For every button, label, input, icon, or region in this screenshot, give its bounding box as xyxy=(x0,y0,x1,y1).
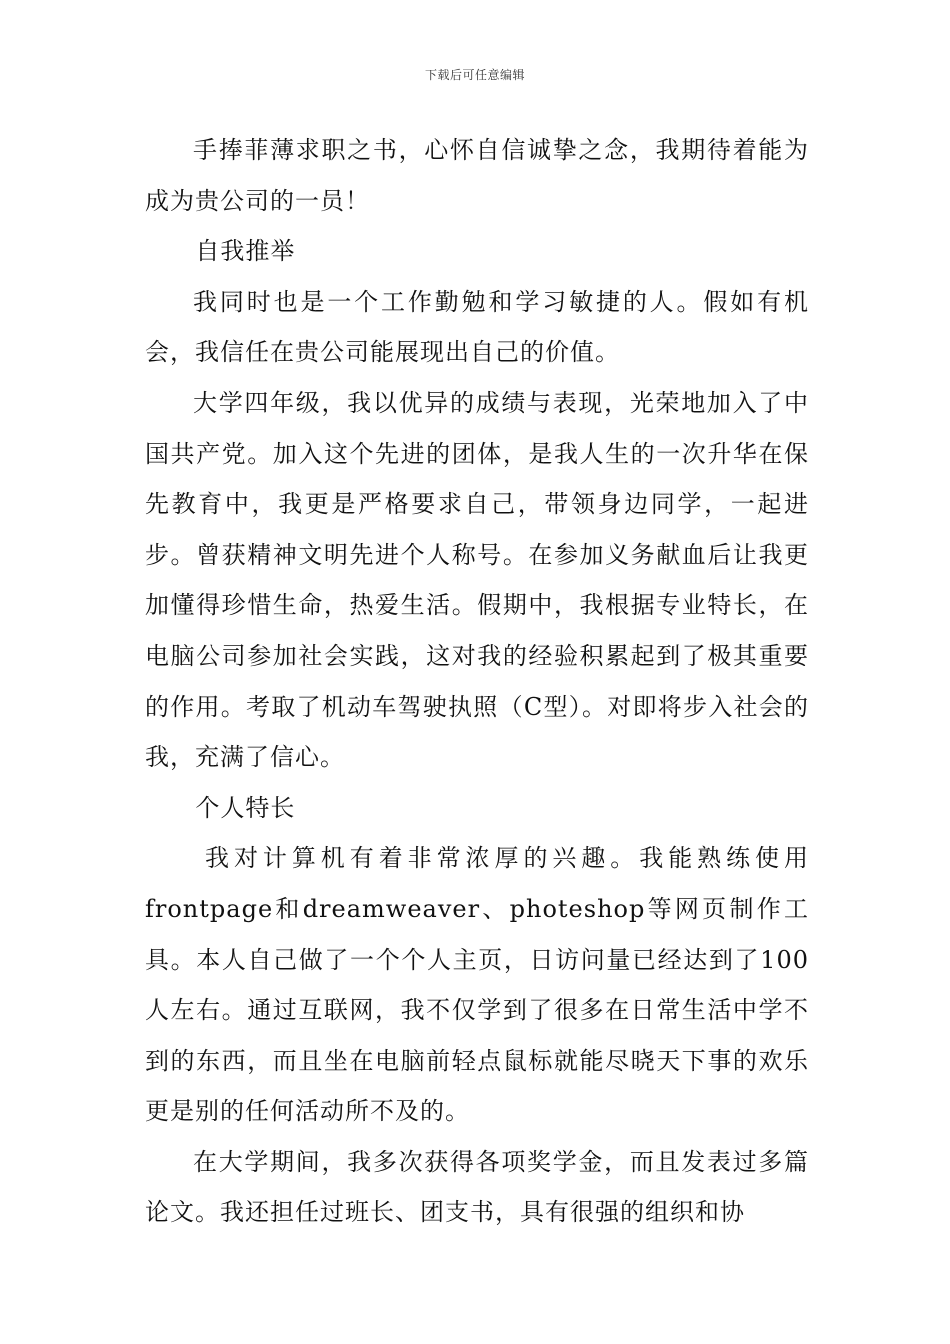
section-heading-personal-skills: 个人特长 xyxy=(195,793,296,822)
intro-paragraph: 手捧菲薄求职之书，心怀自信诚挚之念，我期待着能为成为贵公司的一员！ xyxy=(145,136,809,215)
section-heading-self-recommendation: 自我推举 xyxy=(195,237,296,266)
computer-skills-paragraph: 我对计算机有着非常浓厚的兴趣。我能熟练使用frontpage和dreamweaver、photeshop等网页制作工具。本人自己做了一个个人主页，日访问量已经达到了100人左右。通过互联网，我不仅学到了很多在日常生活中学不到的东西，而且坐在电脑前轻点鼠标就能尽晓天下事的欢乐更是别的任何活动所不及的。 xyxy=(145,844,809,1126)
self-recommendation-paragraph: 我同时也是一个工作勤勉和学习敏捷的人。假如有机会，我信任在贵公司能展现出自己的价值。 xyxy=(145,287,809,367)
page-header: 下载后可任意编辑 xyxy=(424,68,525,82)
awards-paragraph: 在大学期间，我多次获得各项奖学金，而且发表过多篇论文。我还担任过班长、团支书，具有很强的组织和协 xyxy=(145,1147,809,1227)
document-body xyxy=(145,125,809,1238)
university-experience-paragraph: 大学四年级，我以优异的成绩与表现，光荣地加入了中国共产党。加入这个先进的团体，是我人生的一次升华在保先教育中，我更是严格要求自己，带领身边同学，一起进步。曾获精神文明先进个人称号。在参加义务献血后让我更加懂得珍惜生命，热爱生活。假期中，我根据专业特长，在电脑公司参加社会实践，这对我的经验积累起到了极其重要的作用。考取了机动车驾驶执照（C型）。对即将步入社会的我，充满了信心。 xyxy=(145,388,809,772)
